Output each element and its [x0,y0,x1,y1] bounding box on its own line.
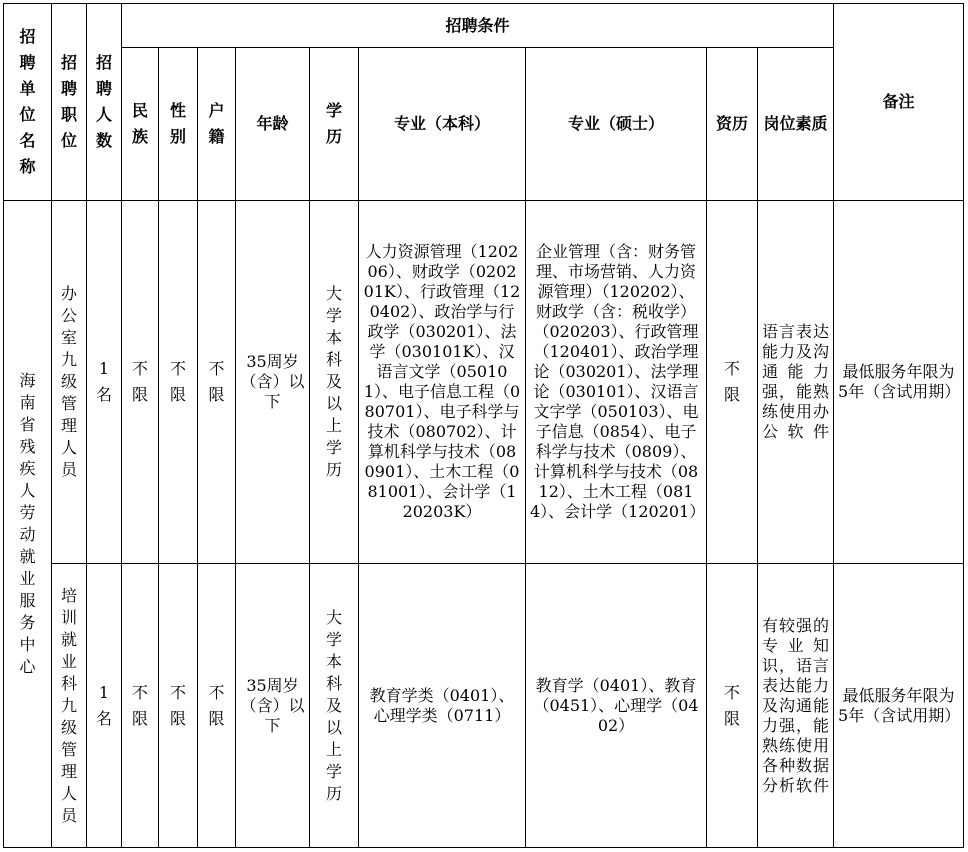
unit-name-cell: 海南省残疾人劳动就业服务中心 [4,201,52,848]
education-cell: 大学本科及以上学历 [310,201,359,564]
major-bachelor-cell: 教育学类（0401）、心理学类（0711） [359,564,526,848]
header-remarks: 备注 [834,4,964,201]
header-count: 招聘人数 [87,4,122,201]
gender-cell: 不限 [159,201,198,564]
header-unit: 招聘单位名称 [4,4,52,201]
major-master-cell: 企业管理（含：财务管理、市场营销、人力资源管理）（120202）、财政学（含：税收学）（020203）、行政管理（120401）、政治学理论（030201）、法学理论（030101）、汉语言文字学（050103）、电子信息（0854）、电子科学与技术（0809）、计算机科学与技术（0812）、土木工程（0814）、会计学（120201） [526,201,707,564]
header-position: 招聘职位 [52,4,87,201]
header-experience: 资历 [707,48,758,201]
quality-cell: 有较强的专业知识，语言表达能力及沟通能力强，能熟练使用各种数据分析软件 [758,564,834,848]
position-cell: 培训就业科九级管理人员 [52,564,87,848]
experience-cell: 不限 [707,564,758,848]
ethnicity-cell: 不限 [122,564,159,848]
header-household: 户籍 [198,48,236,201]
header-major-bachelor: 专业（本科） [359,48,526,201]
header-gender: 性别 [159,48,198,201]
household-cell: 不限 [198,201,236,564]
household-cell: 不限 [198,564,236,848]
gender-cell: 不限 [159,564,198,848]
count-cell: 1名 [87,201,122,564]
age-cell: 35周岁（含）以下 [236,564,310,848]
header-ethnicity: 民族 [122,48,159,201]
position-cell: 办公室九级管理人员 [52,201,87,564]
header-row-1 [4,4,964,48]
age-cell: 35周岁（含）以下 [236,201,310,564]
recruitment-table [3,3,964,848]
experience-cell: 不限 [707,201,758,564]
header-conditions: 招聘条件 [122,4,834,48]
education-cell: 大学本科及以上学历 [310,564,359,848]
remarks-cell: 最低服务年限为5年（含试用期） [834,564,964,848]
header-row-2 [4,48,964,201]
quality-cell: 语言表达能力及沟通能力强，能熟练使用办公软件 [758,201,834,564]
header-education: 学历 [310,48,359,201]
count-cell: 1名 [87,564,122,848]
ethnicity-cell: 不限 [122,201,159,564]
major-bachelor-cell: 人力资源管理（120206）、财政学（020201K）、行政管理（120402）、政治学与行政学（030201）、法学（030101K）、汉语言文学（050101）、电子信息工程（080701）、电子科学与技术（080702）、计算机科学与技术（080901）、土木工程（081001）、会计学（120203K） [359,201,526,564]
table-row [4,201,964,564]
header-major-master: 专业（硕士） [526,48,707,201]
header-age: 年龄 [236,48,310,201]
table-row [4,564,964,848]
major-master-cell: 教育学（0401）、教育（0451）、心理学（0402） [526,564,707,848]
remarks-cell: 最低服务年限为5年（含试用期） [834,201,964,564]
header-quality: 岗位素质 [758,48,834,201]
